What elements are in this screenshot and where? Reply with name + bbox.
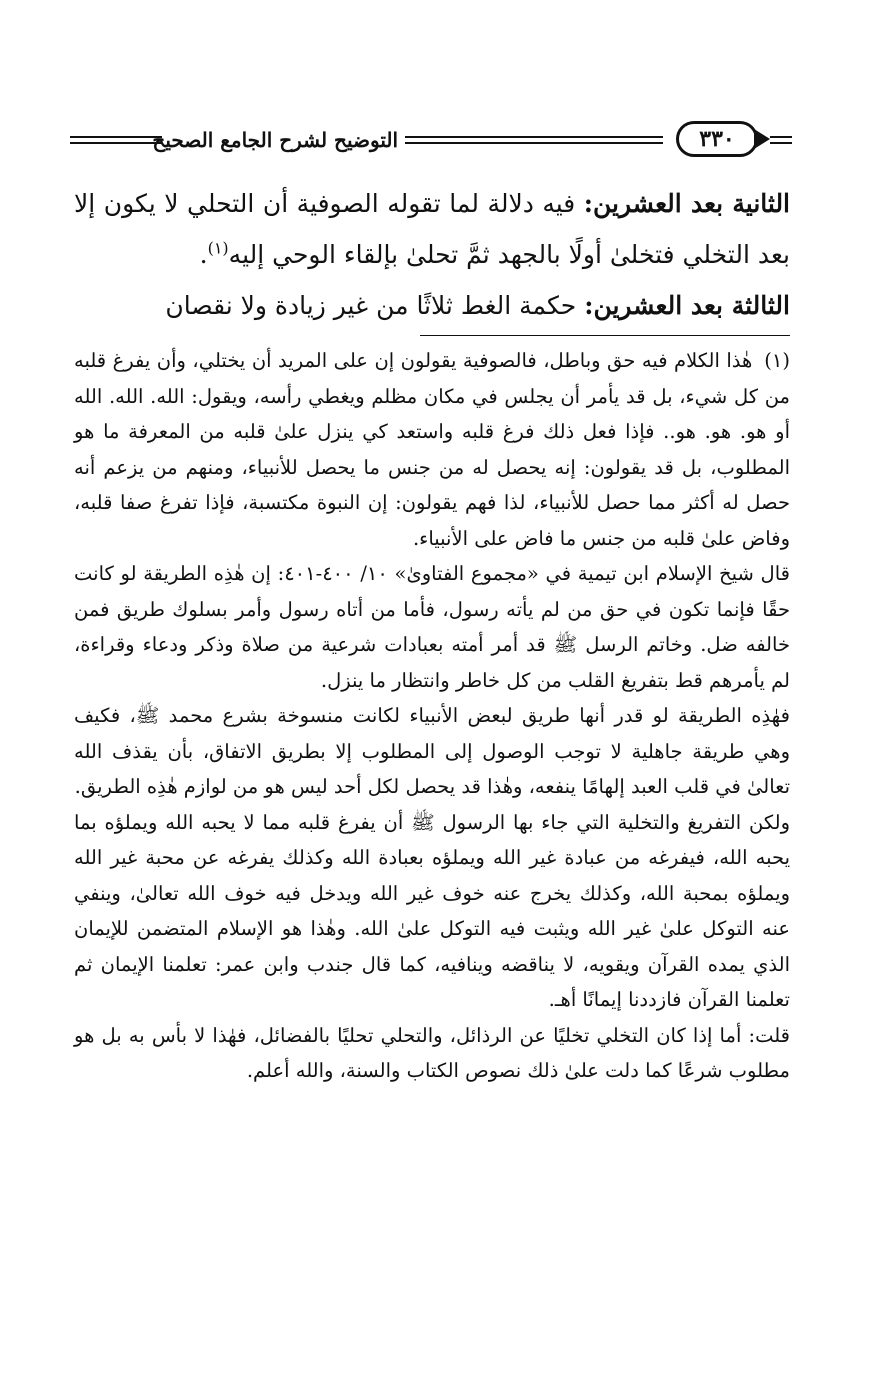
footnote-paragraph: قال شيخ الإسلام ابن تيمية في «مجموع الفتاوىٰ» ١٠/ ٤٠٠-٤٠١: إن هٰذِه الطريقة لو كانت حقًا فإنما تكون في حق من لم يأته رسول، فأما من أتاه رسول وأمر بسلوك طريق فمن خالفه ضل. وخاتم الرسل ﷺ قد أمر أمته بعبادات شرعية من صلاة وذكر ودعاء وقراءة، لم يأمرهم قط بتفريغ القلب من كل خاطر وانتظار ما ينزل.: [74, 562, 790, 692]
paragraph-22-lead: الثانية بعد العشرين:: [583, 189, 791, 218]
page-number: ٣٣٠: [676, 121, 758, 157]
footnote-paragraph: فهٰذِه الطريقة لو قدر أنها طريق لبعض الأنبياء لكانت منسوخة بشرع محمد ﷺ، فكيف وهي طريقة جاهلية لا توجب الوصول إلى المطلوب إلا بطريق الاتفاق، بأن يقذف الله تعالىٰ في قلب العبد إلهامًا ينفعه، وهٰذا قد يحصل لكل أحد ليس هو من لوازم هٰذِه الطريق.: [74, 704, 790, 798]
paragraph-23-lead: الثالثة بعد العشرين:: [584, 291, 790, 320]
header-rule-right: [770, 136, 792, 144]
footnote-paragraph: [74, 343, 790, 556]
footnote-paragraph: قلت: أما إذا كان التخلي تخليًا عن الرذائل، والتحلي تحليًا بالفضائل، فهٰذا لا بأس به بل هو مطلوب شرعًا كما دلت علىٰ ذلك نصوص الكتاب والسنة، والله أعلم.: [74, 1023, 790, 1082]
main-text: [74, 178, 790, 331]
running-title: التوضيح لشرح الجامع الصحيح: [152, 128, 398, 152]
paragraph-23-text: حكمة الغط ثلاثًا من غير زيادة ولا نقصان: [165, 291, 577, 320]
footnotes: [74, 343, 790, 1089]
page-number-arrow-icon: [754, 129, 770, 149]
header-rule-middle: [405, 136, 663, 144]
paragraph-23: [74, 280, 790, 331]
footnote-paragraph: ولكن التفريغ والتخلية التي جاء بها الرسول ﷺ أن يفرغ قلبه مما لا يحبه الله ويملؤه بما يحبه الله، فيفرغه من عبادة غير الله ويملؤه بعبادة الله وكذلك يفرغه عن محبة غير الله ويملؤه بمحبة الله، وكذلك يخرج عنه خوف غير الله ويدخل فيه خوف الله تعالىٰ، وينفي عنه التوكل علىٰ غير الله ويثبت فيه التوكل علىٰ الله. وهٰذا هو الإسلام المتضمن للإيمان الذي يمده القرآن ويقويه، لا يناقضه وينافيه، كما قال جندب وابن عمر: تعلمنا الإيمان ثم تعلمنا القرآن فازددنا إيمانًا أهـ.: [74, 810, 790, 1011]
footnote-reference[interactable]: (١): [207, 238, 229, 258]
footnote-separator: [420, 335, 790, 336]
header-rule-left: [70, 136, 162, 144]
paragraph-22-end: .: [199, 240, 208, 269]
footnote-marker: (١): [764, 349, 790, 372]
paragraph-22: [74, 178, 790, 280]
page-header: [70, 120, 790, 162]
footnote-text-1: هٰذا الكلام فيه حق وباطل، فالصوفية يقولون إن على المريد أن يختلي، وأن يفرغ قلبه من كل شيء، بل قد يأمر أن يجلس في مكان مظلم ويغطي رأسه، ويقول: الله. الله. الله أو هو. هو. هو.. فإذا فعل ذلك فرغ قلبه واستعد كي ينزل علىٰ قلبه من المعرفة ما هو المطلوب، بل قد يقولون: إنه يحصل له من جنس ما يحصل للأنبياء، ومنهم من يزعم أنه حصل له أكثر مما حصل للأنبياء، لذا فهم يقولون: إن النبوة مكتسبة، فإذا تفرغ صفا قلبه، وفاض علىٰ قلبه من جنس ما فاض على الأنبياء.: [74, 349, 790, 550]
paragraph-22-text: فيه دلالة لما تقوله الصوفية أن التحلي لا يكون إلا بعد التخلي فتخلىٰ أولًا بالجهد ثمَّ تحلىٰ بإلقاء الوحي إليه: [74, 189, 790, 269]
